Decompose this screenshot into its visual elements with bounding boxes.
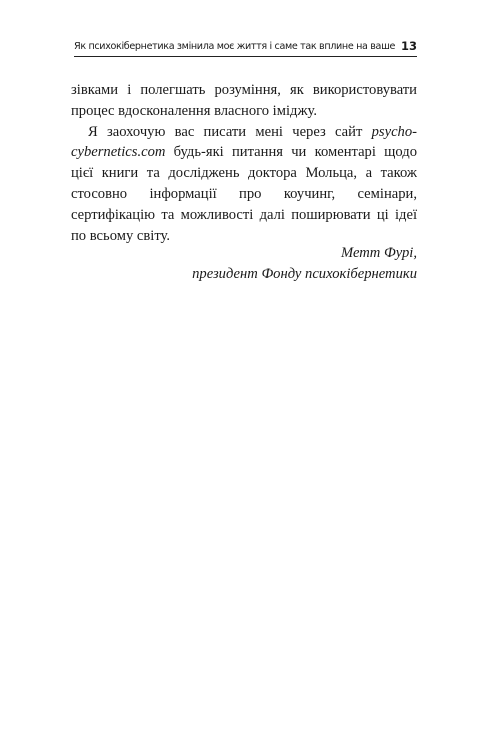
paragraph-contact-text-start: Я заохочую вас писати мені через сайт — [88, 123, 372, 140]
website-reference: psycho-cybernetics.com — [71, 123, 417, 161]
running-header — [74, 40, 417, 57]
paragraph-contact — [71, 122, 417, 247]
signature-block — [71, 243, 417, 285]
page-number: 13 — [400, 39, 417, 53]
signature-role: президент Фонду психокібернетики — [192, 265, 417, 282]
paragraph-continuation: зівками і полегшать розуміння, як використовувати процес вдосконалення власного іміджу. — [71, 82, 417, 119]
body-text — [71, 80, 417, 246]
running-title: Як психокібернетика змінила моє життя і саме так вплине на ваше — [74, 41, 396, 52]
paragraph-contact-text-end: будь-які питання чи коментарі щодо цієї книги та досліджень доктора Мольца, а також стосовно інформації про коучинг, семінари, сертифікацію та можливості далі поширювати ці ідеї по всьому світу. — [71, 144, 417, 244]
signature-name: Метт Фурі, — [341, 245, 417, 261]
